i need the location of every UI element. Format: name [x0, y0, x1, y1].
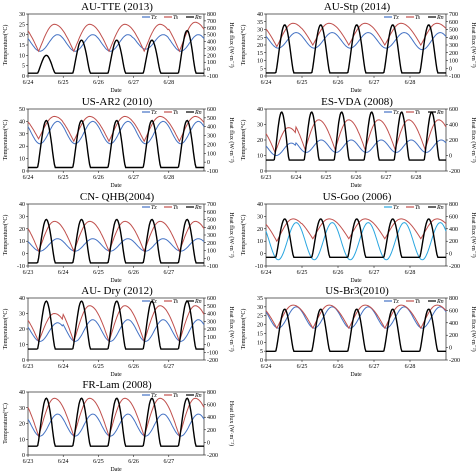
x-tick-label: 6/23: [260, 175, 272, 181]
legend-label-ts: Ts: [415, 15, 421, 21]
x-tick-label: 6/28: [410, 175, 422, 181]
legend-label-ts: Ts: [415, 110, 421, 116]
chart-svg: [2, 192, 232, 284]
x-tick-label: 6/26: [332, 80, 344, 86]
y-tick-label: 5: [260, 349, 263, 356]
y-tick-label: 0: [260, 358, 263, 364]
y-tick-label: 30: [19, 311, 25, 318]
y2-tick-label: 600: [449, 308, 458, 315]
y2-tick-label: 600: [207, 107, 216, 113]
x-tick-label: 6/24: [260, 80, 272, 86]
series-ts-line: [28, 221, 204, 251]
chart-panel-cn-qhb: [2, 192, 232, 284]
y2-axis-label: Heat flux (W·m⁻²): [470, 306, 476, 352]
y2-tick-label: 0: [449, 66, 452, 73]
x-tick-label: 6/27: [163, 270, 175, 276]
series-rn-line: [266, 309, 446, 351]
y-tick-label: 15: [257, 50, 263, 57]
x-tick-label: 6/25: [57, 175, 69, 181]
x-tick-label: 6/25: [296, 270, 308, 276]
plot-frame: [266, 109, 446, 171]
chart-svg: [2, 380, 232, 473]
y2-axis-label: Heat flux (W·m⁻²): [228, 117, 234, 163]
y-tick-label: 35: [257, 19, 263, 26]
x-tick-label: 6/26: [128, 459, 139, 465]
x-axis-label: Date: [110, 183, 122, 189]
y-tick-label: 10: [19, 53, 25, 60]
chart-title: AU- Dry (2012): [81, 285, 153, 297]
y2-tick-label: 800: [449, 202, 458, 208]
y-axis-label: Temperature(°C): [241, 214, 247, 256]
x-tick-label: 6/27: [380, 175, 392, 181]
y-tick-label: 20: [257, 138, 263, 144]
series-tz-line: [28, 121, 204, 143]
legend-label-tz: Tz: [151, 393, 157, 399]
y-axis-label: Temperature(°C): [3, 24, 9, 66]
series-tz-line: [28, 35, 204, 52]
x-tick-label: 6/26: [93, 175, 104, 181]
y2-axis-label: Heat flux (W·m⁻²): [470, 212, 476, 258]
y-tick-label: 20: [19, 327, 25, 333]
y-tick-label: 40: [19, 390, 25, 396]
y2-tick-label: -200: [207, 453, 218, 459]
y2-tick-label: 100: [207, 334, 216, 341]
y-tick-label: 20: [257, 226, 263, 233]
y2-tick-label: 500: [449, 27, 458, 34]
y2-tick-label: 100: [207, 60, 216, 67]
y-tick-label: 40: [19, 202, 25, 208]
y-tick-label: 20: [19, 226, 25, 233]
legend-label-tz: Tz: [393, 15, 399, 21]
y-tick-label: 20: [257, 322, 263, 329]
y2-tick-label: 200: [449, 333, 458, 340]
x-axis-label: Date: [110, 372, 122, 378]
series-tz-line: [266, 140, 446, 156]
x-tick-label: 6/28: [163, 80, 175, 86]
y2-tick-label: 0: [449, 251, 452, 258]
y-tick-label: 50: [19, 107, 25, 113]
chart-svg: [2, 2, 232, 94]
series-rn-line: [266, 112, 446, 160]
y2-tick-label: -200: [207, 358, 218, 364]
y2-tick-label: 200: [207, 142, 216, 149]
legend-label-ts: Ts: [173, 299, 179, 305]
y2-tick-label: 100: [207, 151, 216, 158]
y2-tick-label: 800: [207, 390, 216, 396]
y2-tick-label: -100: [207, 264, 218, 270]
y-tick-label: 0: [260, 251, 263, 258]
y-tick-label: 10: [19, 239, 25, 246]
y-tick-label: 35: [257, 296, 263, 302]
series-rn-line: [28, 301, 204, 349]
x-tick-label: 6/24: [22, 175, 34, 181]
y-tick-label: 0: [260, 74, 263, 80]
y-tick-label: 10: [257, 340, 263, 347]
series-rn-line: [28, 31, 204, 74]
y-tick-label: 0: [260, 169, 263, 175]
y-tick-label: 5: [260, 66, 263, 73]
y-tick-label: 10: [19, 437, 25, 444]
legend-label-tz: Tz: [393, 110, 399, 116]
legend-label-rn: Rn: [437, 205, 444, 211]
x-tick-label: 6/24: [57, 270, 69, 276]
y-tick-label: 30: [257, 27, 263, 34]
y-axis-label: Temperature(°C): [3, 403, 9, 444]
legend-label-tz: Tz: [151, 299, 157, 305]
chart-title: US-Goo (2006): [322, 191, 392, 203]
y2-axis-label: Heat flux (W·m⁻²): [228, 400, 234, 447]
series-tz-line: [28, 414, 204, 436]
chart-panel-au-dry: [2, 286, 232, 378]
x-tick-label: 6/25: [93, 270, 104, 276]
legend-label-ts: Ts: [173, 15, 179, 21]
legend-label-tz: Tz: [393, 205, 399, 211]
x-tick-label: 6/28: [404, 80, 416, 86]
x-tick-label: 6/28: [404, 270, 416, 276]
chart-panel-au-tte: [2, 2, 232, 94]
y2-tick-label: 400: [207, 39, 216, 46]
chart-title: CN- QHB(2004): [79, 191, 155, 203]
y-tick-label: 40: [257, 12, 263, 18]
y2-tick-label: 200: [449, 50, 458, 57]
y2-tick-label: 0: [207, 256, 210, 263]
x-tick-label: 6/27: [368, 270, 380, 276]
y-axis-label: Temperature(°C): [3, 119, 9, 161]
legend-label-rn: Rn: [437, 110, 444, 116]
y-tick-label: 30: [19, 405, 25, 412]
y2-tick-label: -200: [449, 358, 460, 364]
legend-label-rn: Rn: [195, 205, 202, 211]
y2-tick-label: 600: [449, 214, 458, 221]
chart-svg: [240, 286, 474, 378]
chart-svg: [2, 97, 232, 189]
x-tick-label: 6/26: [128, 270, 139, 276]
y-tick-label: 25: [19, 22, 25, 29]
x-tick-label: 6/27: [163, 364, 175, 370]
y-tick-label: 10: [257, 153, 263, 160]
chart-title: US-Br3(2010): [325, 285, 389, 297]
plot-frame: [28, 298, 204, 360]
y-axis-label: Temperature(°C): [3, 308, 9, 350]
x-tick-label: 6/23: [22, 459, 34, 465]
y2-axis-label: Heat flux (W·m⁻²): [228, 306, 234, 352]
y-tick-label: 15: [257, 331, 263, 338]
y2-tick-label: 600: [207, 402, 216, 409]
y2-tick-label: 400: [449, 35, 458, 42]
y2-tick-label: 400: [207, 225, 216, 232]
y-tick-label: -10: [255, 264, 263, 270]
y2-tick-label: 600: [207, 25, 216, 32]
y-tick-label: 40: [19, 119, 25, 126]
legend-label-tz: Tz: [151, 205, 157, 211]
y-tick-label: 20: [19, 32, 25, 39]
y2-tick-label: 200: [207, 240, 216, 247]
y-tick-label: 0: [22, 358, 25, 364]
y-tick-label: -10: [17, 264, 25, 270]
y-tick-label: 10: [257, 58, 263, 65]
y2-tick-label: 0: [207, 440, 210, 447]
series-ts-line: [28, 116, 204, 141]
legend-label-ts: Ts: [415, 205, 421, 211]
y-tick-label: 30: [19, 214, 25, 221]
y2-tick-label: 0: [207, 342, 210, 349]
legend-label-rn: Rn: [437, 15, 444, 21]
chart-title: ES-VDA (2008): [321, 96, 393, 108]
y2-tick-label: 500: [207, 32, 216, 39]
y2-tick-label: 200: [449, 138, 458, 144]
x-tick-label: 6/23: [22, 364, 34, 370]
y2-axis-label: Heat flux (W·m⁻²): [228, 22, 234, 68]
legend-label-ts: Ts: [173, 205, 179, 211]
y2-tick-label: -200: [449, 264, 460, 270]
y-tick-label: 25: [257, 35, 263, 42]
x-tick-label: 6/27: [128, 175, 139, 181]
x-axis-label: Date: [110, 88, 122, 94]
y2-tick-label: 500: [207, 217, 216, 224]
y-tick-label: 15: [19, 43, 25, 49]
y2-tick-label: 600: [449, 19, 458, 26]
series-tz-line: [28, 320, 204, 342]
y2-tick-label: 400: [207, 415, 216, 422]
x-axis-label: Date: [350, 372, 362, 378]
x-tick-label: 6/28: [404, 364, 416, 370]
y2-tick-label: 0: [207, 160, 210, 167]
legend-label-tz: Tz: [151, 110, 157, 116]
y-tick-label: 20: [19, 144, 25, 151]
legend-label-tz: Tz: [151, 15, 157, 21]
y2-tick-label: 600: [449, 107, 458, 113]
chart-panel-us-ar2: [2, 97, 232, 189]
y-tick-label: 30: [19, 12, 25, 18]
y2-tick-label: 800: [207, 12, 216, 18]
y-tick-label: 10: [257, 239, 263, 246]
chart-panel-fr-lam: [2, 380, 232, 473]
chart-title: AU-Stp (2014): [323, 1, 391, 13]
chart-title: AU-TTE (2013): [81, 1, 153, 13]
x-tick-label: 6/24: [57, 459, 69, 465]
x-tick-label: 6/25: [57, 80, 69, 86]
x-tick-label: 6/25: [296, 364, 308, 370]
legend-label-rn: Rn: [195, 393, 202, 399]
y-axis-label: Temperature(°C): [241, 24, 247, 66]
y2-tick-label: 600: [207, 296, 216, 302]
chart-title: FR-Lam (2008): [82, 379, 152, 391]
y2-tick-label: 200: [207, 53, 216, 60]
x-axis-label: Date: [350, 183, 362, 189]
y2-tick-label: 300: [207, 319, 216, 326]
chart-panel-es-vda: [240, 97, 474, 189]
x-axis-label: Date: [110, 467, 122, 473]
y2-tick-label: 300: [207, 233, 216, 239]
y2-axis-label: Heat flux (W·m⁻²): [470, 22, 476, 68]
y2-tick-label: 700: [207, 202, 216, 208]
y-tick-label: 20: [19, 421, 25, 428]
y2-tick-label: 800: [449, 296, 458, 302]
x-tick-label: 6/25: [93, 364, 104, 370]
x-tick-label: 6/24: [260, 364, 272, 370]
x-axis-label: Date: [350, 278, 362, 284]
y-tick-label: 0: [22, 453, 25, 459]
x-tick-label: 6/23: [22, 270, 34, 276]
chart-panel-au-stp: [240, 2, 474, 94]
x-tick-label: 6/28: [163, 175, 175, 181]
y2-tick-label: 400: [449, 320, 458, 327]
legend-label-ts: Ts: [173, 110, 179, 116]
chart-svg: [240, 97, 474, 189]
chart-svg: [240, 2, 474, 94]
y-tick-label: 25: [257, 313, 263, 320]
x-tick-label: 6/26: [332, 270, 344, 276]
x-tick-label: 6/24: [57, 364, 69, 370]
legend-label-rn: Rn: [195, 15, 202, 21]
y-axis-label: Temperature(°C): [241, 308, 247, 350]
series-ts-line: [266, 120, 446, 152]
y2-tick-label: -100: [207, 169, 218, 175]
y2-tick-label: 300: [449, 43, 458, 49]
y2-tick-label: 700: [449, 12, 458, 18]
legend-label-rn: Rn: [195, 110, 202, 116]
x-tick-label: 6/27: [368, 80, 380, 86]
x-tick-label: 6/26: [332, 364, 344, 370]
y2-tick-label: -100: [449, 74, 460, 80]
x-tick-label: 6/27: [128, 80, 139, 86]
y2-tick-label: 200: [449, 239, 458, 246]
y2-tick-label: 400: [207, 311, 216, 318]
y2-tick-label: 200: [207, 327, 216, 333]
legend-label-ts: Ts: [173, 393, 179, 399]
legend-label-rn: Rn: [437, 299, 444, 305]
y-tick-label: 40: [19, 296, 25, 302]
chart-svg: [2, 286, 232, 378]
y2-tick-label: 0: [207, 67, 210, 74]
plot-frame: [28, 14, 204, 76]
x-tick-label: 6/25: [93, 459, 104, 465]
chart-svg: [240, 192, 474, 284]
x-tick-label: 6/24: [260, 270, 272, 276]
y-tick-label: 0: [22, 74, 25, 80]
y-tick-label: 30: [257, 122, 263, 129]
y-tick-label: 30: [257, 214, 263, 221]
y2-tick-label: 500: [207, 115, 216, 122]
series-ts-line: [266, 219, 446, 241]
y2-tick-label: 0: [449, 153, 452, 160]
legend-label-ts: Ts: [415, 299, 421, 305]
y2-tick-label: -100: [207, 350, 218, 357]
y-tick-label: 20: [257, 43, 263, 49]
x-tick-label: 6/25: [320, 175, 332, 181]
y2-axis-label: Heat flux (W·m⁻²): [228, 212, 234, 258]
y2-tick-label: 100: [449, 58, 458, 65]
y-tick-label: 40: [257, 202, 263, 208]
x-tick-label: 6/27: [163, 459, 175, 465]
y2-tick-label: 200: [207, 427, 216, 434]
y-axis-label: Temperature(°C): [3, 214, 9, 256]
y2-tick-label: 500: [207, 303, 216, 310]
x-axis-label: Date: [110, 278, 122, 284]
series-rn-line: [28, 220, 204, 263]
y2-tick-label: 300: [207, 46, 216, 53]
y-tick-label: 10: [19, 156, 25, 163]
y2-tick-label: -200: [449, 169, 460, 175]
y-tick-label: 5: [22, 63, 25, 70]
y-tick-label: 30: [257, 304, 263, 311]
chart-panel-us-goo: [240, 192, 474, 284]
y2-tick-label: 300: [207, 133, 216, 140]
chart-panel-us-br3: [240, 286, 474, 378]
series-tz-line: [28, 239, 204, 251]
x-axis-label: Date: [350, 88, 362, 94]
series-rn-line: [28, 121, 204, 168]
y-tick-label: 10: [19, 342, 25, 349]
y2-tick-label: 400: [207, 124, 216, 131]
legend-label-rn: Rn: [195, 299, 202, 305]
x-tick-label: 6/27: [368, 364, 380, 370]
y2-axis-label: Heat flux (W·m⁻²): [470, 117, 476, 163]
y2-tick-label: 400: [449, 122, 458, 129]
y-tick-label: 0: [22, 169, 25, 175]
x-tick-label: 6/26: [93, 80, 104, 86]
y-tick-label: 40: [257, 107, 263, 113]
y2-tick-label: 400: [449, 226, 458, 233]
y-tick-label: 30: [19, 131, 25, 138]
x-tick-label: 6/24: [22, 80, 34, 86]
x-tick-label: 6/26: [350, 175, 362, 181]
y2-tick-label: 700: [207, 18, 216, 25]
y2-tick-label: -100: [207, 74, 218, 80]
y-tick-label: 0: [22, 251, 25, 258]
x-tick-label: 6/24: [290, 175, 302, 181]
x-tick-label: 6/26: [128, 364, 139, 370]
legend-label-tz: Tz: [393, 299, 399, 305]
y2-tick-label: 0: [449, 345, 452, 352]
series-rn-line: [28, 398, 204, 446]
y-axis-label: Temperature(°C): [241, 119, 247, 161]
chart-title: US-AR2 (2010): [81, 96, 153, 108]
x-tick-label: 6/25: [296, 80, 308, 86]
y2-tick-label: 600: [207, 209, 216, 216]
y2-tick-label: 100: [207, 248, 216, 255]
